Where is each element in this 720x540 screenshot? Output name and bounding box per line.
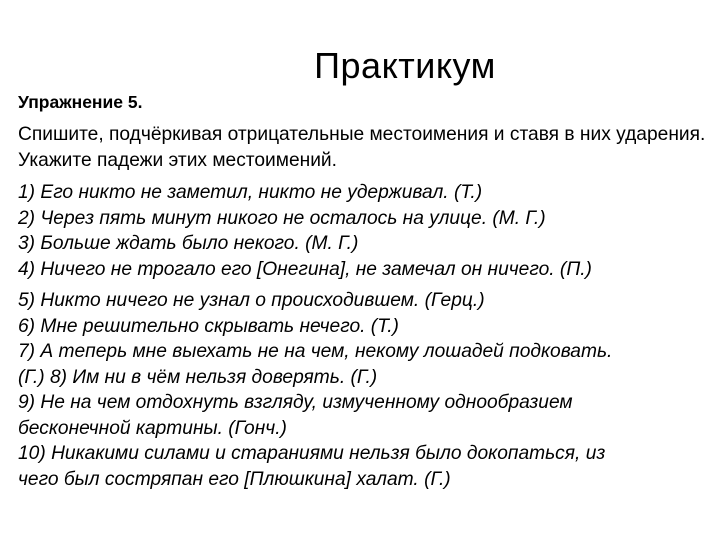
slide-title: Практикум xyxy=(314,45,496,86)
sentence-line: чего был состряпан его [Плюшкина] халат. (Г.) xyxy=(18,468,451,490)
sentence-line: 3) Больше ждать было некого. (М. Г.) xyxy=(18,233,359,254)
sentence-line: 9) Не на чем отдохнуть взгляду, измученному однообразием xyxy=(18,392,573,413)
sentence-line: (Г.) 8) Им ни в чём нельзя доверять. (Г.) xyxy=(18,366,378,388)
sentence-line: 10) Никакими силами и стараниями нельзя было докопаться, из xyxy=(18,443,606,464)
exercise-label: Упражнение 5. xyxy=(18,92,143,112)
sentence-line: 2) Через пять минут никого не осталось на улице. (М. Г.) xyxy=(18,207,546,229)
sentence-line: 1) Его никто не заметил, никто не удерживал. (Т.) xyxy=(18,182,483,203)
task-instructions: Спишите, подчёркивая отрицательные местоимения и ставя в них ударения. Укажите падежи этих местоимений. xyxy=(18,124,706,171)
sentence-line: бесконечной картины. (Гонч.) xyxy=(18,417,287,439)
sentence-line: 5) Никто ничего не узнал о происходившем. (Герц.) xyxy=(18,290,485,311)
sentence-line: 4) Ничего не трогало его [Онегина], не замечал он ничего. (П.) xyxy=(18,258,592,280)
sentence-line: 6) Мне решительно скрывать нечего. (Т.) xyxy=(18,315,399,337)
sentence-line: 7) А теперь мне выехать не на чем, некому лошадей подковать. xyxy=(18,341,613,362)
slide-content xyxy=(18,90,706,492)
